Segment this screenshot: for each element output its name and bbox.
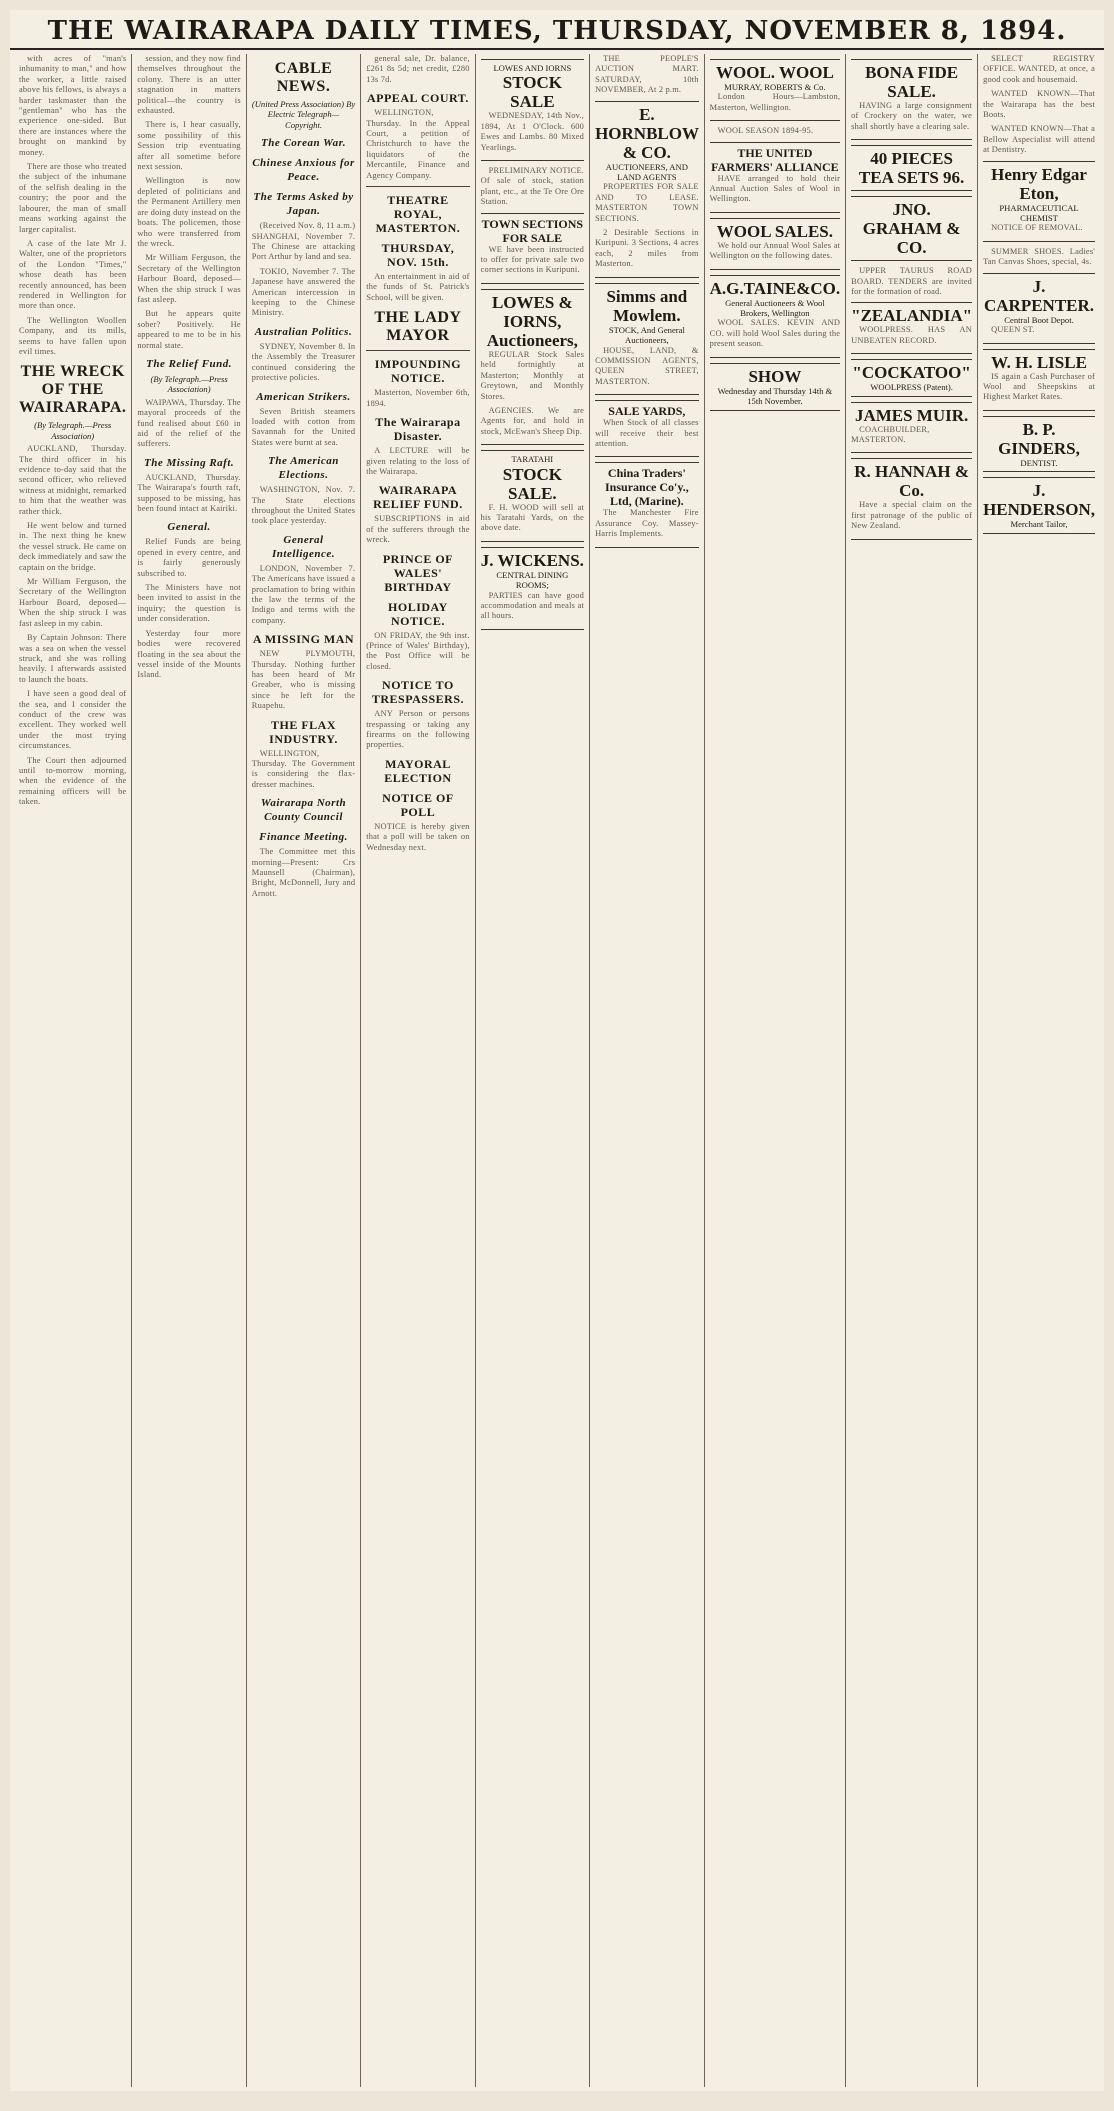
ginders-ad: [983, 416, 1095, 472]
carpenter-title: J. CARPENTER.: [984, 276, 1095, 315]
hornblow-sub: AUCTIONEERS, AND LAND AGENTS: [605, 161, 688, 183]
column-4: general sale, Dr. balance, £261 8s 5d; net credit, £280 13s 7d. APPEAL COURT. WELLINGTON, Thursday. In the Appeal Court, a petition of Christchurch to have the liquidators of the Mercantile, Finance and Agency Company. THEATRE ROYAL, MASTERTON. THURSDAY, NOV. 15th. An entertainment in aid of the funds of St. Patrick's School, will be given. THE LADY MAYOR IMPOUNDING NOTICE. Masterton, November 6th, 1894. The Wairarapa Disaster. A LECTURE will be given relating to the loss of the Wairarapa. WAIRARAPA RELIEF FUND. SUBSCRIPTIONS in aid of the sufferers through the wreck. PRINCE OF WALES' BIRTHDAY HOLIDAY NOTICE. ON FRIDAY, the 9th inst. (Prince of Wales' Birthday), the Post Office will be closed. NOTICE TO TRESPASSERS. ANY Person or persons trespassing or taking any firearms on the following properties. MAYORAL ELECTION NOTICE OF POLL NOTICE is hereby given that a poll will be taken on Wednesday next.: [361, 54, 475, 2087]
australian-politics-heading: Australian Politics.: [254, 325, 353, 338]
cockatoo-title: "COCKATOO": [852, 363, 971, 383]
show-sub: Wednesday and Thursday 14th & 15th November.: [717, 385, 833, 407]
henderson-title: J. HENDERSON,: [983, 481, 1095, 520]
tea-sets-ad: [851, 145, 972, 191]
graham-ad: [851, 196, 972, 261]
stock-sale-ad: LOWES AND IORNS STOCK SALE WEDNESDAY, 14th Nov., 1894, At 1 O'Clock. 600 Ewes and Lambs. 80 Mixed Yearlings.: [481, 59, 584, 161]
carpenter-ad: J. CARPENTER. Central Boot Depot. QUEEN ST.: [983, 273, 1095, 344]
show-title: SHOW: [748, 366, 802, 386]
american-elections-heading: The American Elections.: [268, 455, 339, 482]
eton-title: Henry Edgar Eton,: [991, 164, 1087, 203]
china-traders-ad: China Traders' Insurance Co'y., Ltd, (Marine). The Manchester Fire Assurance Coy. Massey-Harris Implements.: [595, 462, 699, 547]
lisle-title: W. H. LISLE: [991, 352, 1087, 372]
newspaper-page: [10, 10, 1104, 2091]
taratahi-ad: TARATAHI STOCK SALE. F. H. WOOD will sell at his Taratahi Yards, on the above date.: [481, 450, 584, 542]
wreck-heading: THE WRECK OF THE WAIRARAPA.: [19, 363, 127, 417]
farmers-alliance-ad: THE UNITED FARMERS' ALLIANCE HAVE arranged to hold their Annual Auction Sales of Wool in Wellington.: [710, 142, 841, 213]
missing-raft-heading: The Missing Raft.: [144, 456, 235, 469]
poll-heading: NOTICE OF POLL: [382, 790, 454, 819]
hornblow-ad: E. HORNBLOW & CO. AUCTIONEERS, AND LAND AGENTS PROPERTIES FOR SALE AND TO LEASE. MASTERTON TOWN SECTIONS. 2 Desirable Sections in Kuripuni. 3 Sections, 4 acres each, 2 miles from Masterton.: [595, 101, 699, 278]
relief-fund-sub: (By Telegraph.—Press Association): [150, 373, 228, 395]
graham-title: JNO. GRAHAM & CO.: [862, 200, 961, 258]
wool-sub: MURRAY, ROBERTS & Co.: [724, 82, 826, 92]
sale-yards-ad: SALE YARDS, When Stock of all classes will receive their best attention.: [595, 400, 699, 457]
simms-ad: Simms and Mowlem. STOCK, And General Auctioneers, HOUSE, LAND, & COMMISSION AGENTS, QUEEN STREET, MASTERTON.: [595, 283, 699, 395]
town-sections-ad: TOWN SECTIONS FOR SALE WE have been instructed to offer for private sale two corner sections in Kuripuni.: [481, 213, 584, 284]
cable-news-heading: CABLE NEWS.: [274, 60, 333, 95]
columns: [14, 54, 1100, 2087]
bona-fide-ad: BONA FIDE SALE. HAVING a large consignment of Crockery on the water, we shall shortly have a clearing sale.: [851, 59, 972, 140]
stock-sale-auctioneer: LOWES AND IORNS: [493, 63, 572, 73]
lisle-ad: W. H. LISLE IS again a Cash Purchaser of Wool and Sheepskins at Highest Market Rates.: [983, 349, 1095, 411]
county-council-heading: Wairarapa North County Council: [260, 797, 347, 824]
relief-fund-heading: The Relief Fund.: [146, 357, 233, 370]
taratahi-sub: TARATAHI: [511, 454, 554, 465]
column-7: WOOL. WOOL MURRAY, ROBERTS & Co. London Hours—Lambston, Masterton, Wellington. WOOL SEASON 1894-95. THE UNITED FARMERS' ALLIANCE HAVE arranged to hold their Annual Auction Sales of Wool in Wellington. WOOL SALES. We hold our Annual Wool Sales at Wellington on the following dates. A.G.TAINE&CO. General Auctioneers & Wool Brokers, Wellington WOOL SALES. KEVIN AND CO. will hold Wool Sales during the present season. SHOW Wednesday and Thursday 14th & 15th November.: [705, 54, 847, 2087]
hannah-ad: R. HANNAH & Co. Have a special claim on the first patronage of the public of New Zealand.: [851, 458, 972, 539]
carpenter-sub: Central Boot Depot.: [1004, 314, 1074, 325]
lady-mayor-heading: THE LADY MAYOR: [374, 309, 462, 345]
eton-ad: Henry Edgar Eton, PHARMACEUTICAL CHEMIST NOTICE OF REMOVAL.: [983, 161, 1095, 242]
eton-sub: PHARMACEUTICAL CHEMIST: [999, 202, 1079, 224]
missing-man-heading: A MISSING MAN: [252, 632, 355, 647]
column-3: CABLE NEWS. (United Press Association) By Electric Telegraph—Copyright. The Corean War. Chinese Anxious for Peace. The Terms Asked by Japan. (Received Nov. 8, 11 a.m.) SHANGHAI, November 7. The Chinese are attacking Port Arthur by land and sea. TOKIO, November 7. The Japanese have answered the American intercession in keeping to the Chinese Ministry. Australian Politics. SYDNEY, November 8. In the Assembly the Treasurer continued considering the protective policies. American Strikers. Seven British steamers loaded with cotton from Savannah for the United States were burnt at sea. The American Elections. WASHINGTON, Nov. 7. The State elections throughout the United States took place yesterday. General Intelligence. LONDON, November 7. The Americans have issued a proclamation to bring within the law the terms of the Indigo and terms with the company. A MISSING MAN NEW PLYMOUTH, Thursday. Nothing further has been heard of Mr Greaber, who is missing since he left for the Ruapehu. THE FLAX INDUSTRY. WELLINGTON, Thursday. The Government is considering the flax-dresser machines. Wairarapa North County Council Finance Meeting. The Committee met this morning—Present: Crs Maunsell (Chairman), Bright, McDonnell, Jury and Arnott.: [247, 54, 361, 2087]
muir-title: JAMES MUIR.: [854, 405, 969, 425]
wool-sales-title: WOOL SALES.: [716, 221, 834, 241]
wool-ad: WOOL. WOOL MURRAY, ROBERTS & Co. London Hours—Lambston, Masterton, Wellington.: [710, 59, 841, 121]
corean-war-heading: The Corean War.: [260, 137, 347, 150]
stock-sale-title: STOCK SALE: [502, 73, 562, 112]
relief-fund-ad-heading: WAIRARAPA RELIEF FUND.: [373, 483, 463, 512]
wreck-sub: (By Telegraph.—Press Association): [34, 420, 112, 441]
birthday-heading: PRINCE OF WALES' BIRTHDAY: [382, 551, 454, 594]
zealandia-title: "ZEALANDIA": [851, 306, 973, 326]
masthead: [10, 10, 1104, 50]
theatre-heading: THEATRE ROYAL, MASTERTON.: [375, 193, 461, 236]
general-intelligence-heading: General Intelligence.: [271, 533, 336, 560]
column-8: BONA FIDE SALE. HAVING a large consignment of Crockery on the water, we shall shortly have a clearing sale. 40 PIECES TEA SETS 96. JNO. GRAHAM & CO. UPPER TAURUS ROAD BOARD. TENDERS are invited for the formation of road. "ZEALANDIA" WOOLPRESS. HAS AN UNBEATEN RECORD. "COCKATOO" WOOLPRESS (Patent). JAMES MUIR. COACHBUILDER, MASTERTON. R. HANNAH & Co. Have a special claim on the first patronage of the public of New Zealand.: [846, 54, 978, 2087]
taine-sub: General Auctioneers & Wool Brokers, Wellington: [725, 297, 825, 319]
ginders-title: B. P. GINDERS,: [998, 419, 1080, 458]
mayoral-heading: MAYORAL ELECTION: [384, 756, 452, 785]
appeal-court-heading: APPEAL COURT.: [366, 91, 469, 106]
bona-fide-title: BONA FIDE SALE.: [865, 63, 959, 101]
wickens-title: J. WICKENS.: [480, 550, 584, 570]
general-heading: General.: [167, 521, 211, 534]
show-ad: [710, 363, 841, 411]
sale-yards-title: SALE YARDS,: [608, 404, 686, 419]
taratahi-title: STOCK SALE.: [502, 464, 562, 503]
flax-industry-heading: THE FLAX INDUSTRY.: [269, 717, 338, 746]
hornblow-title: E. HORNBLOW & CO.: [595, 104, 699, 162]
china-traders-title: China Traders' Insurance Co'y., Ltd, (Marine).: [605, 466, 689, 509]
taine-ad: A.G.TAINE&CO. General Auctioneers & Wool Brokers, Wellington WOOL SALES. KEVIN AND CO. will hold Wool Sales during the present season.: [710, 275, 841, 358]
farmers-alliance-title: THE UNITED FARMERS' ALLIANCE: [711, 145, 839, 174]
japan-terms-heading: The Terms Asked by Japan.: [253, 191, 354, 218]
cockatoo-sub: WOOLPRESS (Patent).: [870, 382, 953, 393]
town-sections-title: TOWN SECTIONS FOR SALE: [481, 216, 584, 245]
column-2: session, and they now find themselves throughout the colony. There is an utter stagnation in matters political—the country is exhausted. There is, I hear casually, some possibility of this Session trip eventuating after all sometime before next session. Wellington is now depleted of politicians and the Permanent Artillery men are doing duty instead on the boats. The policemen, those who were transferred from the wreck. Mr William Ferguson, the Secretary of the Wellington Harbour Board, deposed—When the ship struck I was fast asleep. But he appears quite sober? Positively. He appeared to me to be in his normal state. The Relief Fund. (By Telegraph.—Press Association) WAIPAWA, Thursday. The mayoral proceeds of the fund realised about £60 in aid of the relief of the sufferers. The Missing Raft. AUCKLAND, Thursday. The Wairarapa's fourth raft, supposed to be missing, has been found intact at Kairiki. General. Relief Funds are being opened in every centre, and is fairly generously subscribed to. The Ministers have not been invited to assist in the inquiry; the question is under consideration. Yesterday four more bodies were recovered floating in the sea about the vessel inside of the Mounts Island.: [132, 54, 246, 2087]
simms-title: Simms and Mowlem.: [606, 286, 688, 325]
wool-sales-ad: WOOL SALES. We hold our Annual Wool Sales at Wellington on the following dates.: [710, 218, 841, 270]
cockatoo-ad: [851, 359, 972, 396]
lowes-iorns-title: LOWES & IORNS, Auctioneers,: [486, 292, 578, 350]
hannah-title: R. HANNAH & Co.: [854, 462, 969, 501]
ginders-sub: DENTIST.: [1020, 457, 1058, 468]
lowes-iorns-ad: LOWES & IORNS, Auctioneers, REGULAR Stock Sales held fortnightly at Masterton; Monthly at Greytown, and Monthly Stores. AGENCIES. We are Agents for, and hold in stock, McEwan's Sheep Dip.: [481, 289, 584, 445]
zealandia-ad: "ZEALANDIA" WOOLPRESS. HAS AN UNBEATEN RECORD.: [851, 302, 972, 354]
henderson-sub: Merchant Tailor,: [1010, 519, 1068, 530]
impounding-heading: IMPOUNDING NOTICE.: [374, 357, 462, 386]
column-6: THE PEOPLE'S AUCTION MART. SATURDAY, 10th NOVEMBER, At 2 p.m. E. HORNBLOW & CO. AUCTIONEERS, AND LAND AGENTS PROPERTIES FOR SALE AND TO LEASE. MASTERTON TOWN SECTIONS. 2 Desirable Sections in Kuripuni. 3 Sections, 4 acres each, 2 miles from Masterton. Simms and Mowlem. STOCK, And General Auctioneers, HOUSE, LAND, & COMMISSION AGENTS, QUEEN STREET, MASTERTON. SALE YARDS, When Stock of all classes will receive their best attention. China Traders' Insurance Co'y., Ltd, (Marine). The Manchester Fire Assurance Coy. Massey-Harris Implements.: [590, 54, 705, 2087]
column-1: with acres of "man's inhumanity to man," and how the worker, a little raised above his fellows, is always a harder taskmaster than the "gentleman" who has the experience one-sided. But there are instances where the brought on mankind by money. There are those who treated the subject of the inhumane of the selfish dealing in the country; the poor and the labourer, the man of small means working against the larger capitalist. A case of the late Mr J. Walter, one of the proprietors of the London "Times," whose death has been recently announced, has been rendered in Wellington for more than once. The Wellington Woollen Company, and its mills, seems to have fallen upon evil times. THE WRECK OF THE WAIRARAPA. (By Telegraph.—Press Association) AUCKLAND, Thursday. The third officer in his evidence to-day said that the second officer, who relieved witness at midnight, remarked to him that the weather was rather thick. He went below and turned in. The next thing he knew the vessel struck. He came on deck immediately and saw the captain on the bridge. Mr William Ferguson, the Secretary of the Wellington Harbour Board, deposed—When the ship struck I was fast asleep in my cabin. By Captain Johnson: There was a sea on when the vessel struck, and she was rolling heavily. I afterwards assisted to launch the boats. I have seen a good deal of the sea, and I consider the conduct of the crew was excellent. They worked well under the most trying circumstances. The Court then adjourned until to-morrow morning, when the evidence of the remaining officers will be taken.: [14, 54, 132, 2087]
tea-sets-title: 40 PIECES TEA SETS 96.: [858, 149, 965, 188]
cable-news-sub: (United Press Association) By Electric Telegraph—Copyright.: [251, 99, 356, 130]
wairarapa-disaster-heading: The Wairarapa Disaster.: [375, 415, 461, 444]
china-peace-heading: Chinese Anxious for Peace.: [252, 157, 355, 184]
wickens-sub: CENTRAL DINING ROOMS;: [496, 569, 569, 591]
taine-title: A.G.TAINE&CO.: [709, 278, 841, 298]
column-5: LOWES AND IORNS STOCK SALE WEDNESDAY, 14th Nov., 1894, At 1 O'Clock. 600 Ewes and Lambs. 80 Mixed Yearlings. PRELIMINARY NOTICE. Of sale of stock, station plant, etc., at the Te Ore Ore Station. TOWN SECTIONS FOR SALE WE have been instructed to offer for private sale two corner sections in Kuripuni. LOWES & IORNS, Auctioneers, REGULAR Stock Sales held fortnightly at Masterton; Monthly at Greytown, and Monthly Stores. AGENCIES. We are Agents for, and hold in stock, McEwan's Sheep Dip. TARATAHI STOCK SALE. F. H. WOOD will sell at his Taratahi Yards, on the above date. J. WICKENS. CENTRAL DINING ROOMS; PARTIES can have good accommodation and meals at all hours.: [476, 54, 590, 2087]
finance-meeting-heading: Finance Meeting.: [259, 831, 348, 844]
muir-ad: JAMES MUIR. COACHBUILDER, MASTERTON.: [851, 402, 972, 454]
wool-title: WOOL. WOOL: [716, 63, 834, 82]
theatre-date: THURSDAY, NOV. 15th.: [381, 241, 455, 270]
column-9: SELECT REGISTRY OFFICE. WANTED, at once, a good cook and housemaid. WANTED KNOWN—That the Wairarapa has the best Boots. WANTED KNOWN—That a Bellow Aspecialist will attend at Dentistry. Henry Edgar Eton, PHARMACEUTICAL CHEMIST NOTICE OF REMOVAL. SUMMER SHOES. Ladies' Tan Canvas Shoes, special, 4s. J. CARPENTER. Central Boot Depot. QUEEN ST. W. H. LISLE IS again a Cash Purchaser of Wool and Sheepskins at Highest Market Rates. B. P. GINDERS, DENTIST. J. HENDERSON, Merchant Tailor,: [978, 54, 1100, 2087]
wickens-ad: J. WICKENS. CENTRAL DINING ROOMS; PARTIES can have good accommodation and meals at all hours.: [481, 547, 584, 630]
trespassers-heading: NOTICE TO TRESPASSERS.: [371, 678, 464, 707]
simms-sub: STOCK, And General Auctioneers,: [608, 324, 685, 346]
masthead-title: THE WAIRARAPA DAILY TIMES, THURSDAY, NOVEMBER 8, 1894.: [47, 16, 1067, 46]
american-strikers-heading: American Strikers.: [256, 390, 351, 403]
holiday-heading: HOLIDAY NOTICE.: [388, 599, 448, 628]
henderson-ad: [983, 477, 1095, 533]
